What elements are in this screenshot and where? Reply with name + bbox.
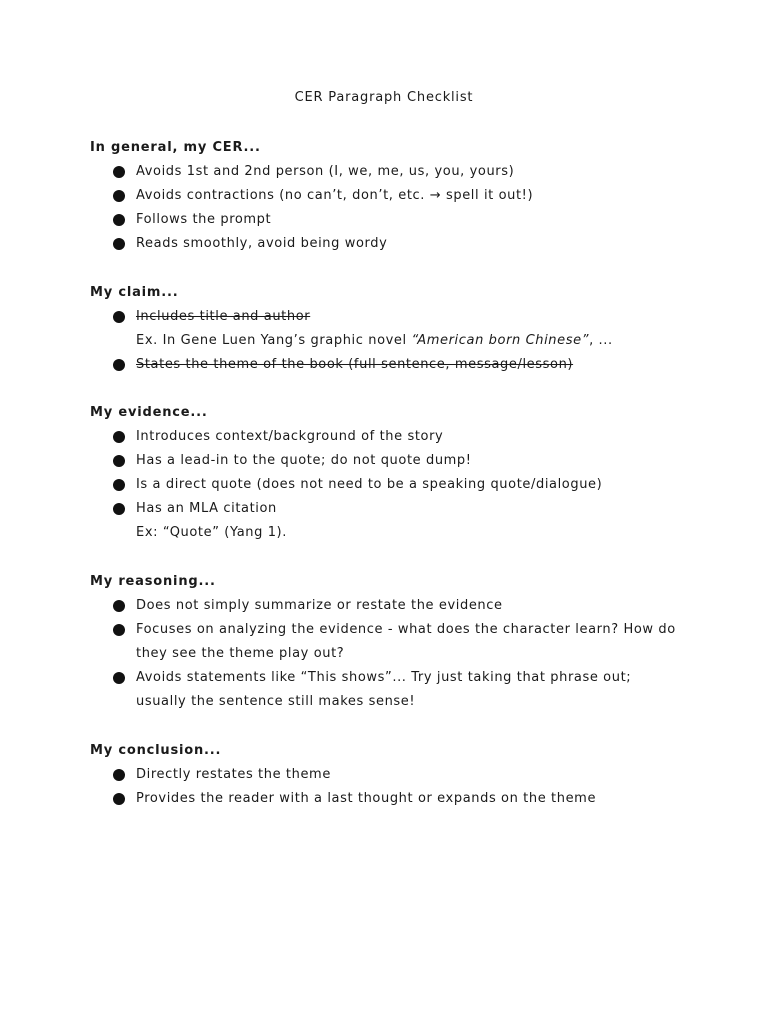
document-title: CER Paragraph Checklist [294, 90, 474, 105]
item-text: Has an MLA citation [136, 501, 277, 516]
checklist-item [90, 305, 730, 329]
section-heading: My evidence... [90, 405, 208, 420]
checklist-item [90, 763, 730, 787]
item-text: Has a lead-in to the quote; do not quote dump! [136, 453, 472, 468]
bullet-icon [113, 672, 125, 684]
section-general [90, 136, 730, 256]
continuation-text: they see the theme play out? [136, 646, 345, 661]
section-heading: My conclusion... [90, 743, 222, 758]
bullet-icon [113, 214, 125, 226]
item-text: Avoids contractions (no can’t, don’t, etc. → spell it out!) [136, 188, 534, 203]
checklist-item [90, 666, 730, 690]
bullet-icon [113, 190, 125, 202]
item-text: Introduces context/background of the story [136, 429, 444, 444]
checklist-item [90, 353, 730, 377]
item-text: Reads smoothly, avoid being wordy [136, 236, 388, 251]
item-text: Does not simply summarize or restate the evidence [136, 598, 503, 613]
checklist-item [90, 160, 730, 184]
item-text: Follows the prompt [136, 212, 272, 227]
continuation-text: usually the sentence still makes sense! [136, 694, 416, 709]
bullet-icon [113, 600, 125, 612]
item-text: Is a direct quote (does not need to be a speaking quote/dialogue) [136, 477, 603, 492]
example-line [90, 521, 730, 545]
item-text: States the theme of the book (full sentence, message/lesson) [136, 357, 574, 372]
item-text: Directly restates the theme [136, 767, 331, 782]
bullet-icon [113, 311, 125, 323]
bullet-icon [113, 359, 125, 371]
bullet-icon [113, 793, 125, 805]
item-text: Avoids statements like “This shows”... Try just taking that phrase out; [136, 670, 632, 685]
checklist-item [90, 497, 730, 521]
bullet-icon [113, 624, 125, 636]
section-heading: In general, my CER... [90, 140, 261, 155]
checklist-item [90, 473, 730, 497]
item-text: Avoids 1st and 2nd person (I, we, me, us, you, yours) [136, 164, 515, 179]
item-continuation [90, 642, 730, 666]
section-heading: My reasoning... [90, 574, 216, 589]
section-heading: My claim... [90, 285, 179, 300]
checklist-item [90, 184, 730, 208]
example-text: Ex: “Quote” (Yang 1). [136, 525, 287, 540]
checklist-item [90, 208, 730, 232]
bullet-icon [113, 503, 125, 515]
bullet-icon [113, 455, 125, 467]
bullet-icon [113, 769, 125, 781]
item-text: Provides the reader with a last thought or expands on the theme [136, 791, 597, 806]
checklist-item [90, 425, 730, 449]
checklist-item [90, 594, 730, 618]
bullet-icon [113, 166, 125, 178]
checklist-item [90, 449, 730, 473]
checklist-item [90, 787, 730, 811]
section-evidence [90, 401, 730, 545]
item-continuation [90, 690, 730, 714]
bullet-icon [113, 238, 125, 250]
section-claim [90, 281, 730, 377]
section-reasoning [90, 570, 730, 714]
section-conclusion [90, 739, 730, 811]
example-line [90, 329, 730, 353]
bullet-icon [113, 479, 125, 491]
checklist-item [90, 618, 730, 642]
item-text: Includes title and author [136, 309, 311, 324]
example-book-title: “American born Chinese” [411, 333, 590, 348]
bullet-icon [113, 431, 125, 443]
item-text: Focuses on analyzing the evidence - what does the character learn? How do [136, 622, 676, 637]
checklist-item [90, 232, 730, 256]
example-prefix: Ex. In Gene Luen Yang’s graphic novel [136, 333, 412, 348]
example-suffix: , ... [589, 333, 613, 348]
